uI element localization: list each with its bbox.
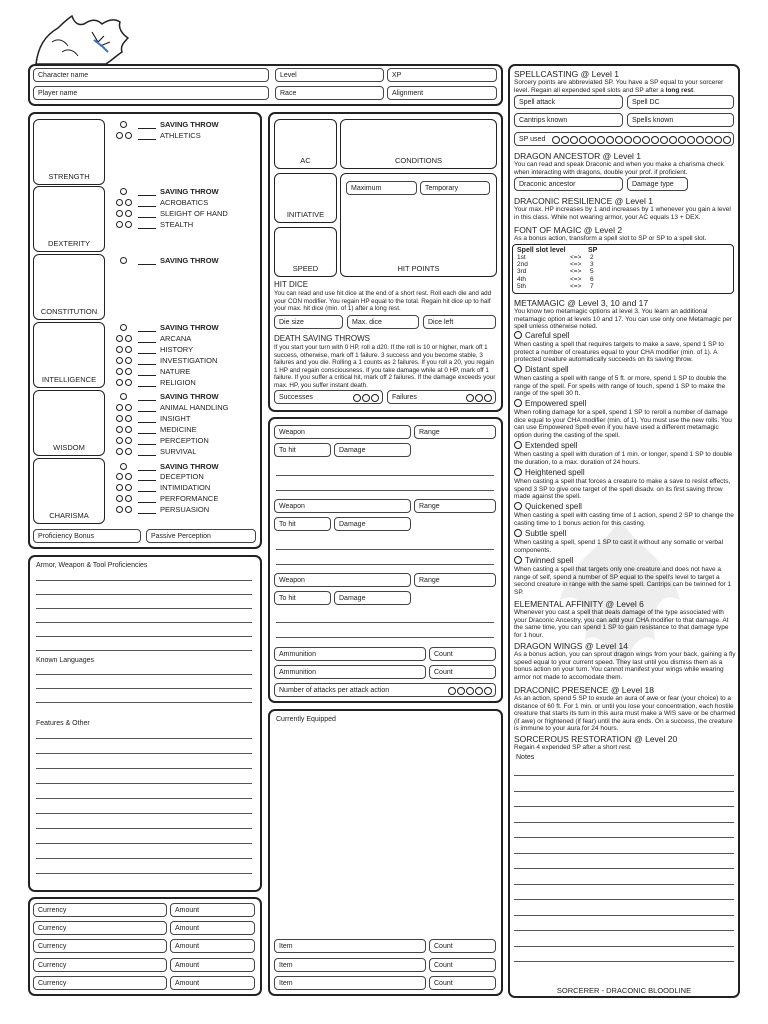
notes-line[interactable] [514, 837, 734, 838]
metamagic-option[interactable] [514, 529, 566, 538]
notes-line[interactable] [514, 868, 734, 869]
attack-circle[interactable] [475, 687, 483, 695]
death-saves-text: If you start your turn with 0 HP, roll a d20. If the roll is 10 or higher, mark off 1 success, otherwise, mark off 1 failure. 3 success and you become stable, 3 failures and you die. Rolling a 1 counts as 2 failures. If you roll a 20, you regain 1 HP and regain consciousness. If you take damage while at 0 HP, mark off 1 failure. If you suffer a critical hit, mark off 2 failures. If the damage exceeds your max. HP, you suffer instant death. [274, 344, 496, 389]
notes-line[interactable] [514, 884, 734, 885]
skill-persuasion[interactable]: PERSUASION [116, 505, 209, 515]
weapon-1-field[interactable]: Weapon [274, 425, 411, 439]
ammunition-2-count[interactable]: Count [429, 665, 496, 679]
notes-line[interactable] [514, 822, 734, 823]
slot-arrow: <=> [570, 268, 582, 276]
proficiency-line[interactable] [36, 622, 252, 623]
ac-box[interactable] [274, 119, 337, 169]
skill-investigation[interactable]: INVESTIGATION [116, 356, 217, 366]
hit-dice-text: You can read and use hit dice at the end of a short rest. Roll each die and add your CON modifier. You regain HP equal to the total. Regain hit dice up to half your max. hit dice (min. of 1) after a long rest. [274, 290, 492, 313]
feature-line[interactable] [36, 873, 252, 874]
charisma-saving-throw[interactable]: SAVING THROW [116, 462, 219, 472]
option-name: Subtle spell [525, 529, 567, 538]
death-saves-title: DEATH SAVING THROWS [274, 334, 371, 343]
sp-circle[interactable] [651, 136, 659, 144]
success-circle[interactable] [371, 394, 379, 402]
option-text: When casting a spell with casting time of 1 action, spend 2 SP to change the casting time to 1 bonus action for this casting. [514, 512, 734, 527]
font-of-magic-text: As a bonus action, transform a spell slot to SP or SP to a spell slot. [514, 235, 707, 242]
resilience-text: Your max. HP increases by 1 and increases by 1 whenever you gain a level in this class. While not wearing armor, your AC equals 13 + DEX. [514, 206, 731, 221]
currency-amount-field[interactable]: Amount [170, 921, 255, 935]
attack-circle[interactable] [484, 687, 492, 695]
dice-left-field[interactable]: Dice left [423, 315, 496, 329]
dragon-wings-title: DRAGON WINGS @ Level 14 [514, 641, 628, 651]
option-checkbox-icon[interactable] [514, 556, 522, 564]
weapon-2-field[interactable]: Weapon [274, 499, 411, 513]
notes-line[interactable] [514, 806, 734, 807]
skill-arcana[interactable]: ARCANA [116, 334, 191, 344]
sp-circle[interactable] [561, 136, 569, 144]
player-name-field[interactable]: Player name [33, 86, 269, 100]
sp-circle[interactable] [570, 136, 578, 144]
skill-religion[interactable]: RELIGION [116, 378, 196, 388]
proficiency-line[interactable] [36, 650, 252, 651]
sp-header: SP [588, 247, 598, 254]
language-line[interactable] [36, 674, 252, 675]
proficiency-line[interactable] [36, 580, 252, 581]
item-count-field[interactable]: Count [429, 939, 496, 953]
skill-animal-handling[interactable]: ANIMAL HANDLING [116, 403, 229, 413]
skill-performance[interactable]: PERFORMANCE [116, 494, 218, 504]
skill-history[interactable]: HISTORY [116, 345, 193, 355]
hit-dice-title: HIT DICE [274, 280, 309, 289]
class-footer: SORCERER - DRACONIC BLOODLINE [556, 986, 692, 995]
known-languages-title: Known Languages [36, 657, 94, 664]
ancestor-title: DRAGON ANCESTOR @ Level 1 [514, 151, 642, 161]
constitution-label: CONSTITUTION [40, 307, 98, 316]
max-dice-field[interactable]: Max. dice [347, 315, 419, 329]
slot-arrow: <=> [570, 275, 582, 283]
dragon-logo-icon [32, 12, 132, 70]
option-checkbox-icon[interactable] [514, 365, 522, 373]
cantrips-known-field[interactable]: Cantrips known [514, 113, 623, 127]
failure-circle[interactable] [466, 394, 474, 402]
currency-field[interactable]: Currency [33, 903, 167, 917]
item-count-field[interactable]: Count [429, 958, 496, 972]
metamagic-option[interactable] [514, 365, 569, 374]
range-2-field[interactable]: Range [414, 499, 496, 513]
attack-circle[interactable] [466, 687, 474, 695]
option-text: When casting a spell that forces a creature to make a save to resist effects, spend 3 SP to give one target of the spell disadv. on its first saving throw made against the spell. [514, 478, 731, 501]
damage-2-field[interactable]: Damage [334, 517, 411, 531]
wisdom-label: WISDOM [53, 443, 85, 452]
sp-circle[interactable] [723, 136, 731, 144]
ammunition-1-field[interactable]: Ammunition [274, 647, 426, 661]
strength-box[interactable] [33, 119, 105, 185]
language-line[interactable] [36, 688, 252, 689]
option-name: Twinned spell [525, 556, 574, 565]
sp-circle[interactable] [687, 136, 695, 144]
skill-survival[interactable]: SURVIVAL [116, 447, 196, 457]
metamagic-option[interactable] [514, 441, 577, 450]
metamagic-option[interactable] [514, 556, 573, 565]
font-of-magic-title: FONT OF MAGIC @ Level 2 [514, 225, 623, 235]
sorcerous-restoration-title: SORCEROUS RESTORATION @ Level 20 [514, 734, 678, 744]
notes-line[interactable] [514, 930, 734, 931]
ancestor-text: You can read and speak Draconic and when you make a charisma check when interacting with dragons, double your prof. if proficient. [514, 161, 724, 176]
currency-field[interactable]: Currency [33, 958, 167, 972]
currency-field[interactable]: Currency [33, 939, 167, 953]
death-successes-field[interactable]: Successes [274, 390, 383, 404]
attacks-per-action-field[interactable]: Number of attacks per attack action [274, 683, 496, 697]
sp-circle[interactable] [597, 136, 605, 144]
currency-amount-field[interactable]: Amount [170, 939, 255, 953]
draconic-presence-text: As an action, spend 5 SP to exude an aura of awe or fear (your choice) to a distance of 60 ft. For 1 min. or until you lose your concentration, each hostile creature that starts its turn in this aura must make a WIS save or be charmed (if awe) or frightened (if fear) until the aura ends. On a success, the creature is immune to your aura for 24 hours. [514, 695, 736, 733]
attack-circle[interactable] [457, 687, 465, 695]
option-text: When casting a spell that targets only one creature and does not have a range of self, spend a number of SP equal to the spell's level to target a second creature in range with the same spell. Cantrips can be twinned for 1 SP. [514, 566, 732, 596]
skill-sleight-of-hand[interactable]: SLEIGHT OF HAND [116, 209, 228, 219]
feature-line[interactable] [36, 738, 252, 739]
alignment-field[interactable]: Alignment [387, 86, 497, 100]
option-checkbox-icon[interactable] [514, 502, 522, 510]
weapon-3-field[interactable]: Weapon [274, 573, 411, 587]
ammunition-2-field[interactable]: Ammunition [274, 665, 426, 679]
weapon-1-line[interactable] [276, 475, 494, 476]
dexterity-saving-throw[interactable]: SAVING THROW [116, 187, 219, 197]
die-size-field[interactable]: Die size [274, 315, 343, 329]
skill-perception[interactable]: PERCEPTION [116, 436, 209, 446]
initiative-label: INITIATIVE [286, 210, 325, 219]
item-field[interactable]: Item [274, 976, 426, 990]
skill-intimidation[interactable]: INTIMIDATION [116, 483, 210, 493]
slot-sp: 6 [590, 275, 594, 283]
features-title: Features & Other [36, 720, 90, 727]
hit-points-label: HIT POINTS [397, 264, 440, 273]
weapon-3-line[interactable] [276, 622, 494, 623]
notes-line[interactable] [514, 853, 734, 854]
failure-circle[interactable] [484, 394, 492, 402]
option-text: When casting a spell with range of 5 ft. or more, spend 1 SP to double the range of the spell. For spells with range of touch, spend 1 SP to make the range of the spell 30 ft. [514, 375, 727, 398]
currency-amount-field[interactable]: Amount [170, 958, 255, 972]
spell-attack-field[interactable]: Spell attack [514, 95, 623, 109]
spells-known-field[interactable]: Spells known [627, 113, 734, 127]
elemental-affinity-text: Whenever you cast a spell that deals damage of the type associated with your Draconic Ancestry, you can add your CHA modifier to that damage. At the same time, you can spend 1 SP to gain resistance to that damage type for 1 hour. [514, 609, 729, 639]
charisma-label: CHARISMA [49, 511, 89, 520]
sp-circle[interactable] [705, 136, 713, 144]
success-circle[interactable] [353, 394, 361, 402]
currently-equipped-title: Currently Equipped [276, 716, 336, 723]
proficiency-line[interactable] [36, 636, 252, 637]
hp-maximum-field[interactable]: Maximum [346, 181, 417, 195]
metamagic-text: You know two metamagic options at level 3. You learn an additional metamagic option at levels 10 and 17. You can use only one Metamagic per spell unless otherwise noted. [514, 308, 732, 331]
constitution-box[interactable] [33, 254, 105, 320]
feature-line[interactable] [36, 798, 252, 799]
sp-circle[interactable] [633, 136, 641, 144]
option-name: Careful spell [525, 331, 570, 340]
currency-field[interactable]: Currency [33, 921, 167, 935]
slot-sp: 5 [590, 268, 594, 276]
success-circle[interactable] [362, 394, 370, 402]
slot-sp: 3 [590, 261, 594, 269]
option-name: Distant spell [525, 365, 569, 374]
option-checkbox-icon[interactable] [514, 529, 522, 537]
option-text: When rolling damage for a spell, spend 1 SP to reroll a number of damage dice equal to your CHA modifier (min. of 1). You must use the new rolls. You can use Empowered Spell even if you have used a different metamagic option during the casting of the spell. [514, 409, 732, 439]
weapon-2-line[interactable] [276, 549, 494, 550]
to-hit-1-field[interactable]: To hit [274, 443, 331, 457]
slot-level: 3rd [517, 268, 527, 276]
sp-circle[interactable] [714, 136, 722, 144]
feature-line[interactable] [36, 858, 252, 859]
initiative-box[interactable] [274, 173, 337, 223]
to-hit-2-field[interactable]: To hit [274, 517, 331, 531]
metamagic-option[interactable] [514, 468, 585, 477]
skill-acrobatics[interactable]: ACROBATICS [116, 198, 208, 208]
slot-sp: 2 [590, 254, 594, 261]
slot-sp: 7 [590, 282, 594, 290]
sp-circle[interactable] [606, 136, 614, 144]
slot-level: 5th [517, 282, 527, 290]
option-name: Empowered spell [525, 399, 587, 408]
currency-amount-field[interactable]: Amount [170, 976, 255, 990]
slot-level: 2nd [517, 261, 528, 269]
metamagic-option[interactable] [514, 502, 582, 511]
weapon-3-line[interactable] [276, 637, 494, 638]
ammunition-1-count[interactable]: Count [429, 647, 496, 661]
language-line[interactable] [36, 702, 252, 703]
damage-type-field[interactable]: Damage type [627, 177, 688, 191]
weapon-1-line[interactable] [276, 490, 494, 491]
metamagic-title: METAMAGIC @ Level 3, 10 and 17 [514, 298, 649, 308]
elemental-affinity-title: ELEMENTAL AFFINITY @ Level 6 [514, 599, 644, 609]
sp-circle[interactable] [669, 136, 677, 144]
proficiency-line[interactable] [36, 594, 252, 595]
to-hit-3-field[interactable]: To hit [274, 591, 331, 605]
slot-header: Spell slot level [517, 247, 566, 254]
character-name-field[interactable]: Character name [33, 68, 269, 82]
proficiency-line[interactable] [36, 608, 252, 609]
wisdom-saving-throw[interactable]: SAVING THROW [116, 392, 219, 402]
item-count-field[interactable]: Count [429, 976, 496, 990]
metamagic-option[interactable] [514, 399, 586, 408]
sp-used-field[interactable]: SP used [514, 132, 734, 146]
speed-label: SPEED [292, 264, 319, 273]
dexterity-box[interactable] [33, 186, 105, 252]
sp-circle[interactable] [579, 136, 587, 144]
range-3-field[interactable]: Range [414, 573, 496, 587]
slot-arrow: <=> [570, 254, 582, 261]
draconic-presence-title: DRACONIC PRESENCE @ Level 18 [514, 685, 654, 695]
notes-label: Notes [516, 754, 535, 761]
skill-nature[interactable]: NATURE [116, 367, 190, 377]
slot-level: 4th [517, 275, 527, 283]
conditions-label: CONDITIONS [394, 156, 443, 165]
feature-line[interactable] [36, 843, 252, 844]
strength-label: STRENGTH [48, 172, 90, 181]
notes-line[interactable] [514, 791, 734, 792]
feature-line[interactable] [36, 783, 252, 784]
option-checkbox-icon[interactable] [514, 441, 522, 449]
intelligence-label: INTELLIGENCE [41, 375, 97, 384]
option-text: When casting a spell with duration of 1 min. or longer, spend 1 SP to double the duration, to a max. duration of 24 hours. [514, 451, 733, 466]
spell-dc-field[interactable]: Spell DC [627, 95, 734, 109]
option-name: Quickened spell [525, 502, 582, 511]
currency-amount-field[interactable]: Amount [170, 903, 255, 917]
wisdom-box[interactable] [33, 390, 105, 456]
proficiency-bonus-field[interactable]: Proficiency Bonus [33, 529, 141, 543]
weapon-2-line[interactable] [276, 564, 494, 565]
sorcerous-restoration-text: Regain 4 expended SP after a short rest. [514, 744, 632, 751]
armor-proficiencies-title: Armor, Weapon & Tool Proficiencies [36, 562, 148, 569]
strength-saving-throw[interactable]: SAVING THROW [116, 120, 219, 130]
feature-line[interactable] [36, 828, 252, 829]
sp-circle[interactable] [624, 136, 632, 144]
currency-field[interactable]: Currency [33, 976, 167, 990]
option-name: Extended spell [525, 441, 578, 450]
sp-circle[interactable] [660, 136, 668, 144]
death-failures-field[interactable]: Failures [387, 390, 496, 404]
notes-line[interactable] [514, 899, 734, 900]
option-checkbox-icon[interactable] [514, 399, 522, 407]
spellcasting-title: SPELLCASTING @ Level 1 [514, 69, 620, 79]
notes-line[interactable] [514, 915, 734, 916]
slot-arrow: <=> [570, 282, 582, 290]
notes-line[interactable] [514, 961, 734, 962]
resilience-title: DRACONIC RESILIENCE @ Level 1 [514, 196, 654, 206]
race-field[interactable]: Race [275, 86, 384, 100]
skill-stealth[interactable]: STEALTH [116, 220, 193, 230]
damage-3-field[interactable]: Damage [334, 591, 411, 605]
feature-line[interactable] [36, 813, 252, 814]
skill-insight[interactable]: INSIGHT [116, 414, 190, 424]
sp-circle[interactable] [588, 136, 596, 144]
item-field[interactable]: Item [274, 939, 426, 953]
metamagic-option[interactable] [514, 331, 569, 340]
passive-perception-field[interactable]: Passive Perception [146, 529, 256, 543]
intelligence-box[interactable] [33, 322, 105, 388]
xp-field[interactable]: XP [387, 68, 497, 82]
failure-circle[interactable] [475, 394, 483, 402]
feature-line[interactable] [36, 753, 252, 754]
skill-deception[interactable]: DECEPTION [116, 472, 204, 482]
option-name: Heightened spell [525, 468, 585, 477]
damage-1-field[interactable]: Damage [334, 443, 411, 457]
option-text: When casting a spell, spend 1 SP to cast it without any somatic or verbal components. [514, 539, 724, 554]
sp-circle[interactable] [615, 136, 623, 144]
intelligence-saving-throw[interactable]: SAVING THROW [116, 323, 219, 333]
conditions-box[interactable] [340, 119, 497, 169]
skill-athletics[interactable]: ATHLETICS [116, 131, 201, 141]
spellcasting-text: Sorcery points are abbreviated SP. You have a SP equal to your sorcerer level. Regain all expended spell slots and SP after a long rest. [514, 79, 724, 94]
dexterity-label: DEXTERITY [47, 239, 91, 248]
ac-label: AC [300, 156, 311, 165]
dragon-wings-text: As a bonus action, you can sprout dragon wings from your back, gaining a fly speed equal to your current speed. They last until you dismiss them as a bonus action on your turn. You cannot manifest your wings while wearing armor not made to accomodate them. [514, 651, 736, 681]
level-field[interactable]: Level [275, 68, 384, 82]
draconic-ancestor-field[interactable]: Draconic ancestor [514, 177, 623, 191]
sp-circle[interactable] [678, 136, 686, 144]
feature-line[interactable] [36, 768, 252, 769]
speed-box[interactable] [274, 227, 337, 277]
option-text: When casting a spell that requires targets to make a save, spend 1 SP to protect a number of creatures equal to your CHA modifier (min. of 1). A protected creature automatically succeeds on its saving throw. [514, 341, 724, 364]
range-1-field[interactable]: Range [414, 425, 496, 439]
hp-temporary-field[interactable]: Temporary [420, 181, 490, 195]
item-field[interactable]: Item [274, 958, 426, 972]
charisma-box[interactable] [33, 458, 105, 524]
notes-line[interactable] [514, 946, 734, 947]
notes-line[interactable] [514, 775, 734, 776]
slot-level: 1st [517, 254, 526, 261]
sp-circle[interactable] [696, 136, 704, 144]
constitution-saving-throw[interactable]: SAVING THROW [116, 256, 219, 266]
sp-circle[interactable] [642, 136, 650, 144]
sp-circle[interactable] [552, 136, 560, 144]
option-checkbox-icon[interactable] [514, 331, 522, 339]
option-checkbox-icon[interactable] [514, 468, 522, 476]
skill-medicine[interactable]: MEDICINE [116, 425, 197, 435]
attack-circle[interactable] [448, 687, 456, 695]
slot-arrow: <=> [570, 261, 582, 269]
